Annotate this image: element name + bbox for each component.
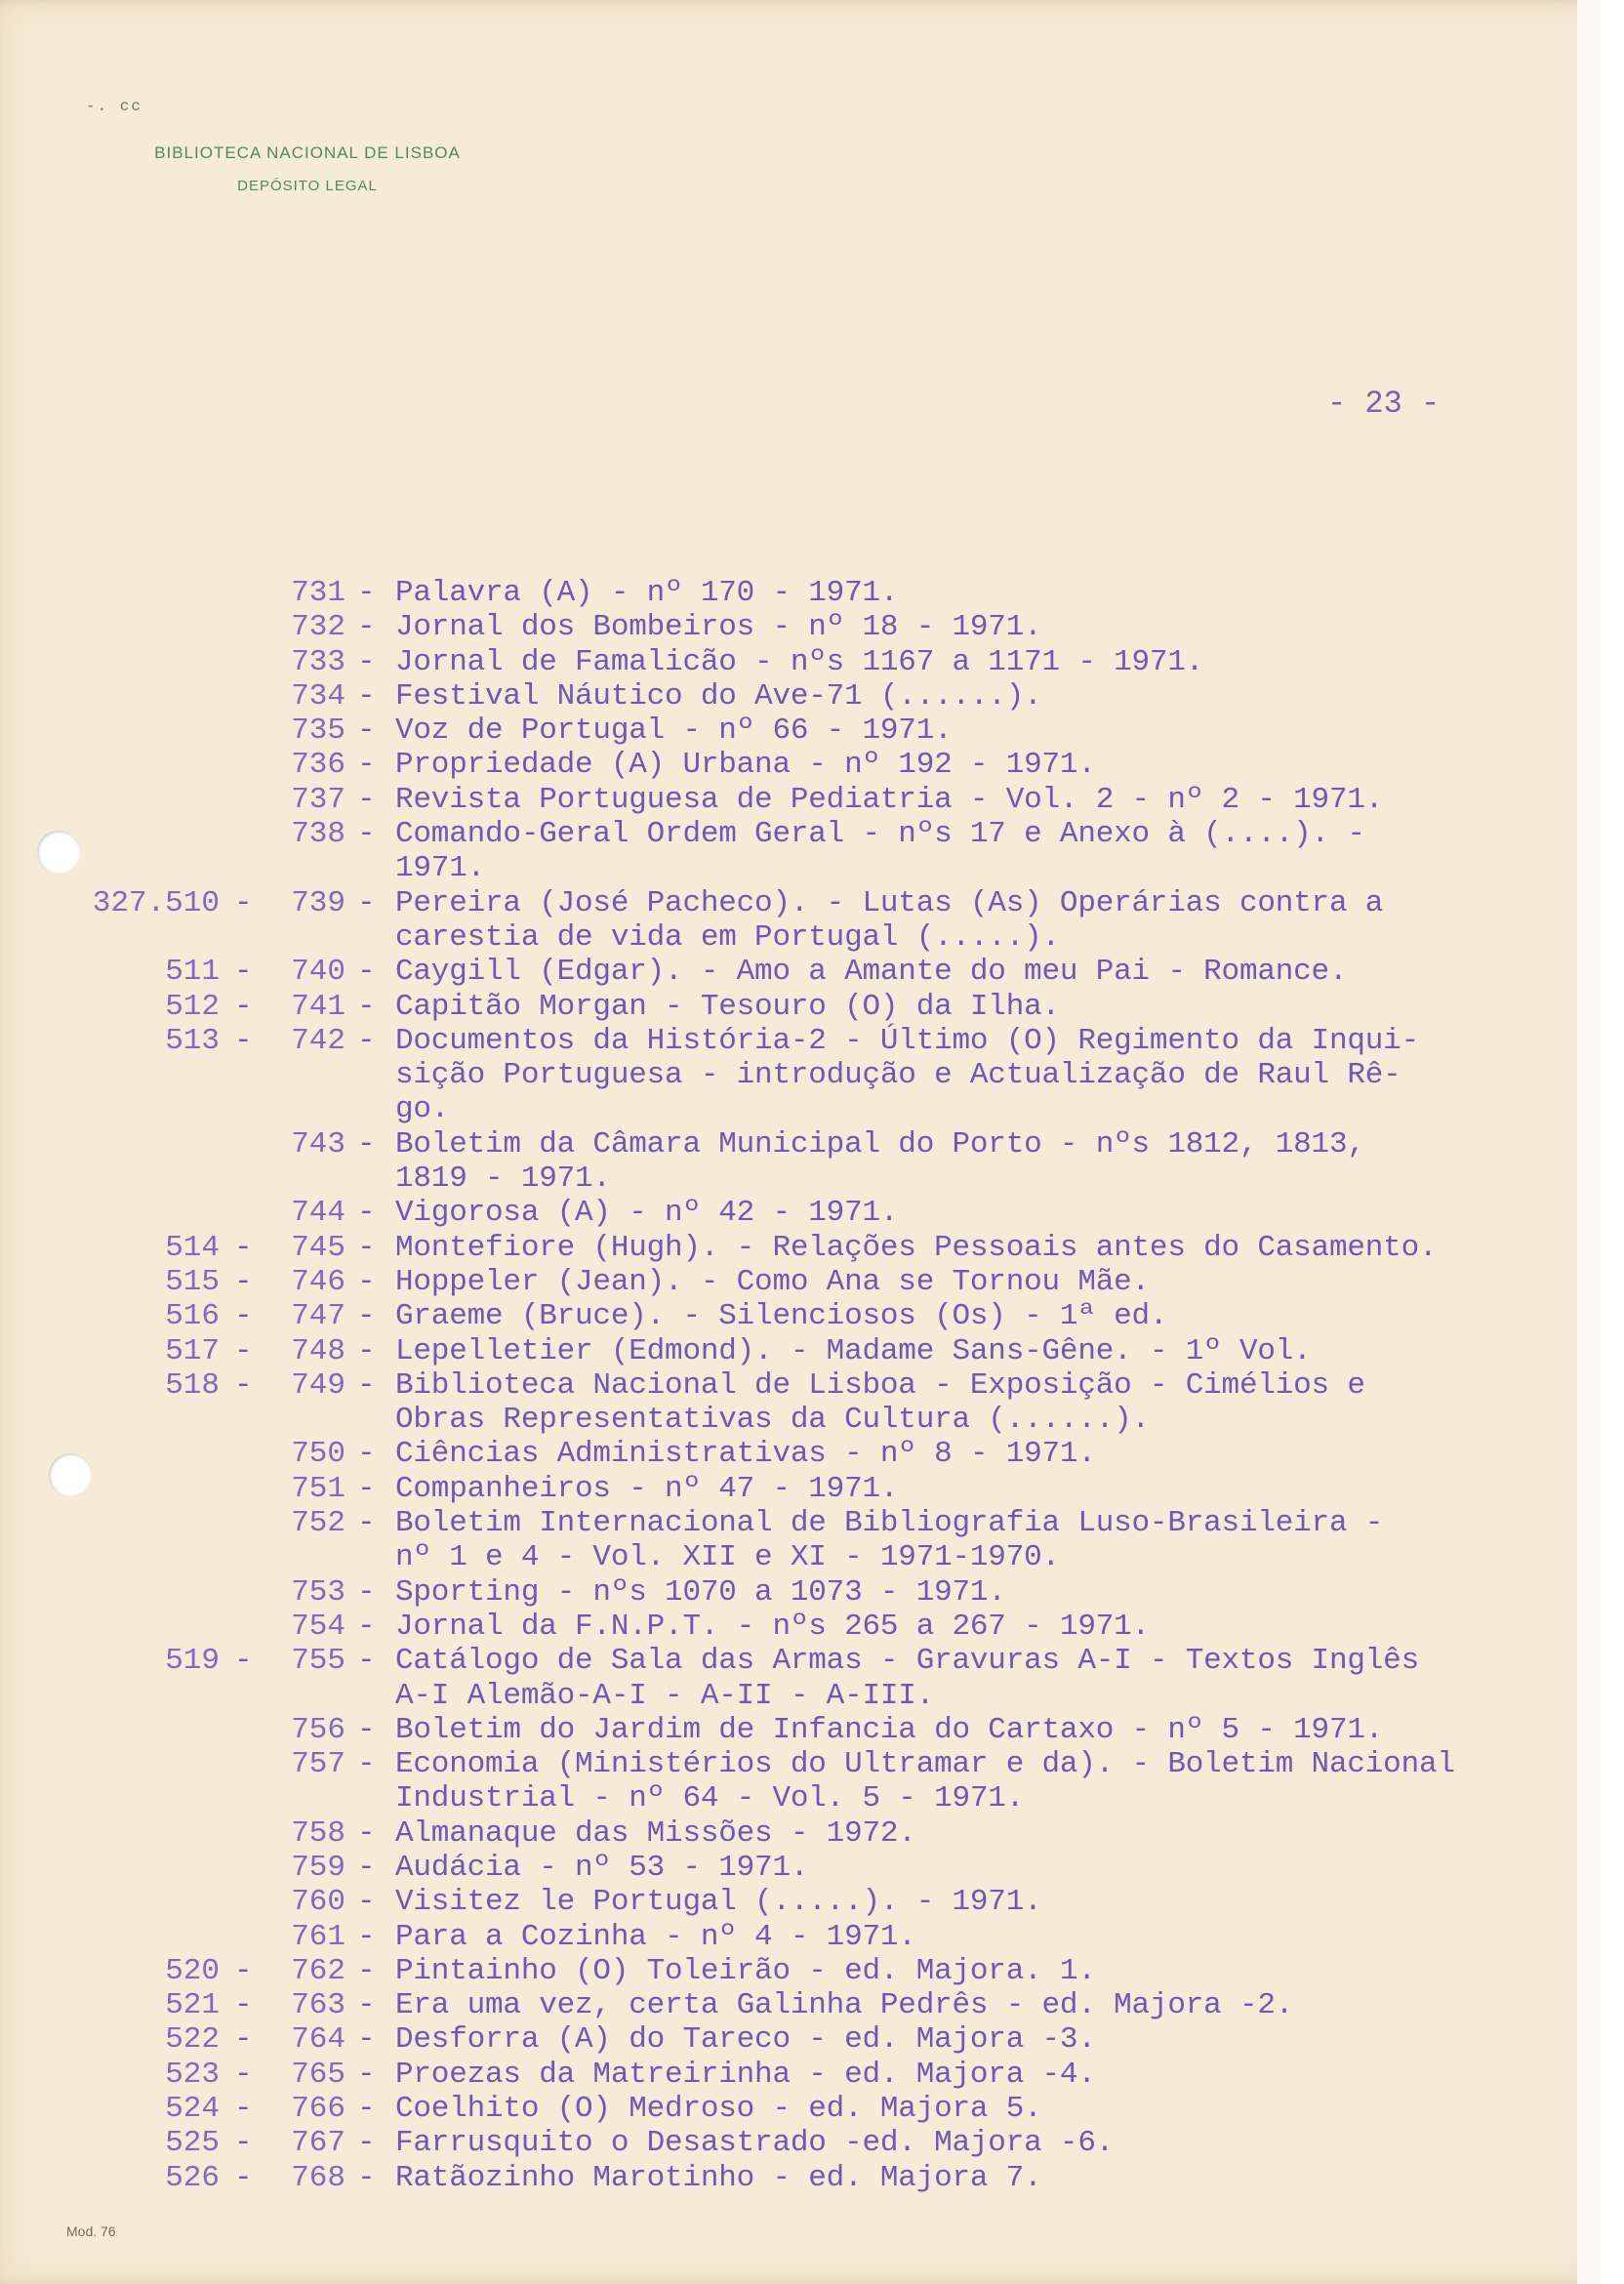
classification-code: 327.510 [92, 885, 220, 920]
letterhead [127, 137, 488, 203]
number-separator: - [357, 1299, 376, 1334]
number-separator: - [357, 1264, 376, 1299]
entry-line [0, 1437, 1601, 1471]
entry-line [0, 610, 1601, 644]
code-separator: - [234, 1023, 253, 1058]
entry-line [0, 748, 1601, 782]
entry-text: Boletim Internacional de Bibliografia Luso-Brasileira - [395, 1506, 1384, 1541]
entry-text: Voz de Portugal - nº 66 - 1971. [395, 714, 953, 749]
entry-line [0, 920, 1601, 955]
classification-code: 513 [165, 1023, 220, 1058]
entry-line [0, 955, 1601, 989]
code-separator: - [234, 2126, 253, 2161]
number-separator: - [357, 1815, 376, 1851]
number-separator: - [357, 748, 376, 783]
number-separator: - [357, 714, 376, 749]
entry-line [0, 1024, 1601, 1058]
entry-text: Almanaque das Missões - 1972. [395, 1815, 916, 1851]
header-marks: -. cc [86, 98, 143, 115]
institution-name: BIBLIOTECA NACIONAL DE LISBOA [154, 143, 461, 162]
number-separator: - [357, 1953, 376, 1988]
entry-number: 757 [291, 1747, 345, 1782]
entry-text: Visitez le Portugal (.....). - 1971. [395, 1885, 1042, 1920]
entry-number: 766 [291, 2092, 345, 2127]
number-separator: - [357, 2126, 376, 2161]
entry-text: Ratãozinho Marotinho - ed. Majora 7. [395, 2160, 1042, 2195]
entry-line [0, 783, 1601, 817]
classification-code: 524 [165, 2092, 220, 2127]
number-separator: - [357, 2160, 376, 2195]
entry-text: Audácia - nº 53 - 1971. [395, 1850, 809, 1885]
entry-number: 746 [291, 1264, 345, 1299]
entry-line [0, 886, 1601, 920]
entry-line [0, 2126, 1601, 2160]
code-separator: - [234, 2022, 253, 2058]
entry-text: 1819 - 1971. [395, 1162, 611, 1197]
classification-code: 515 [165, 1264, 220, 1299]
number-separator: - [357, 576, 376, 610]
entry-number: 755 [291, 1644, 345, 1679]
entry-line [0, 1610, 1601, 1644]
entry-number: 764 [291, 2022, 345, 2058]
entry-text: Festival Náutico do Ave-71 (......). [395, 678, 1042, 714]
entry-text: Jornal dos Bombeiros - nº 18 - 1971. [395, 610, 1042, 645]
classification-code: 516 [165, 1299, 220, 1334]
classification-code: 526 [165, 2160, 220, 2195]
department-name: DEPÓSITO LEGAL [237, 178, 378, 194]
entry-line [0, 990, 1601, 1024]
entry-number: 732 [291, 610, 345, 645]
entry-number: 761 [291, 1919, 345, 1954]
entry-text: Economia (Ministérios do Ultramar e da). - Boletim Nacional [395, 1747, 1455, 1782]
classification-code: 521 [165, 1988, 220, 2023]
entry-number: 743 [291, 1126, 345, 1162]
entry-line [0, 1092, 1601, 1126]
entry-number: 768 [291, 2160, 345, 2195]
entry-line [0, 645, 1601, 679]
number-separator: - [357, 782, 376, 817]
entry-line [0, 1127, 1601, 1162]
number-separator: - [357, 1126, 376, 1162]
entry-text: Propriedade (A) Urbana - nº 192 - 1971. [395, 748, 1096, 783]
entry-text: go. [395, 1092, 450, 1127]
entry-number: 747 [291, 1299, 345, 1334]
entry-line [0, 1334, 1601, 1368]
entry-text: Farrusquito o Desastrado -ed. Majora -6. [395, 2126, 1115, 2161]
entry-number: 748 [291, 1333, 345, 1368]
entry-text: Biblioteca Nacional de Lisboa - Exposição - Cimélios e [395, 1367, 1365, 1403]
entry-number: 760 [291, 1885, 345, 1920]
number-separator: - [357, 610, 376, 645]
code-separator: - [234, 2160, 253, 2195]
entry-line [0, 679, 1601, 714]
entry-text: Caygill (Edgar). - Amo a Amante do meu Pai - Romance. [395, 955, 1348, 990]
entry-number: 759 [291, 1850, 345, 1885]
entry-line [0, 1920, 1601, 1954]
entry-line [0, 1816, 1601, 1851]
entry-number: 744 [291, 1196, 345, 1231]
entry-text: Boletim do Jardim de Infancia do Cartaxo - nº 5 - 1971. [395, 1712, 1384, 1747]
entry-number: 754 [291, 1609, 345, 1644]
entry-text: 1971. [395, 851, 486, 886]
number-separator: - [357, 1023, 376, 1058]
entry-text: Industrial - nº 64 - Vol. 5 - 1971. [395, 1781, 1025, 1816]
code-separator: - [234, 989, 253, 1024]
number-separator: - [357, 678, 376, 714]
form-model: Mod. 76 [66, 2223, 116, 2239]
entry-line [0, 1368, 1601, 1403]
code-separator: - [234, 2057, 253, 2092]
entry-text: Desforra (A) do Tareco - ed. Majora -3. [395, 2022, 1096, 2058]
entry-text: Proezas da Matreirinha - ed. Majora -4. [395, 2057, 1096, 2092]
entry-number: 741 [291, 989, 345, 1024]
entry-number: 765 [291, 2057, 345, 2092]
entry-line [0, 1679, 1601, 1713]
number-separator: - [357, 2057, 376, 2092]
number-separator: - [357, 2092, 376, 2127]
number-separator: - [357, 2022, 376, 2058]
entry-text: Jornal da F.N.P.T. - nºs 265 a 267 - 1971. [395, 1609, 1150, 1644]
code-separator: - [234, 1264, 253, 1299]
code-separator: - [234, 1644, 253, 1679]
code-separator: - [234, 955, 253, 990]
entry-number: 762 [291, 1953, 345, 1988]
entry-number: 733 [291, 644, 345, 679]
entry-number: 751 [291, 1471, 345, 1506]
number-separator: - [357, 817, 376, 852]
number-separator: - [357, 1471, 376, 1506]
entry-number: 740 [291, 955, 345, 990]
entry-line [0, 1885, 1601, 1919]
entry-text: Coelhito (O) Medroso - ed. Majora 5. [395, 2092, 1042, 2127]
entry-line [0, 1265, 1601, 1299]
code-separator: - [234, 1333, 253, 1368]
entry-line [0, 1403, 1601, 1437]
code-separator: - [234, 1299, 253, 1334]
entry-list [0, 576, 1601, 2195]
number-separator: - [357, 989, 376, 1024]
entry-line [0, 1299, 1601, 1333]
entry-line [0, 2092, 1601, 2126]
classification-code: 525 [165, 2126, 220, 2161]
classification-code: 512 [165, 989, 220, 1024]
entry-line [0, 1472, 1601, 1506]
classification-code: 511 [165, 955, 220, 990]
page-number: - 23 - [1327, 386, 1441, 422]
entry-text: Vigorosa (A) - nº 42 - 1971. [395, 1196, 899, 1231]
number-separator: - [357, 1885, 376, 1920]
entry-number: 731 [291, 576, 345, 610]
entry-text: Lepelletier (Edmond). - Madame Sans-Gêne. - 1º Vol. [395, 1333, 1312, 1368]
entry-number: 756 [291, 1712, 345, 1747]
entry-line [0, 2161, 1601, 2195]
entry-text: Montefiore (Hugh). - Relações Pessoais antes do Casamento. [395, 1230, 1438, 1265]
entry-text: Jornal de Famalicão - nºs 1167 a 1171 - 1971. [395, 644, 1204, 679]
entry-line [0, 576, 1601, 610]
entry-line [0, 1162, 1601, 1196]
entry-number: 753 [291, 1574, 345, 1610]
number-separator: - [357, 1850, 376, 1885]
entry-text: Catálogo de Sala das Armas - Gravuras A-I - Textos Inglês [395, 1644, 1419, 1679]
entry-line [0, 1781, 1601, 1815]
number-separator: - [357, 1988, 376, 2023]
entry-text: Sporting - nºs 1070 a 1073 - 1971. [395, 1574, 1006, 1610]
entry-text: sição Portuguesa - introdução e Actualização de Raul Rê- [395, 1058, 1401, 1093]
entry-text: Boletim da Câmara Municipal do Porto - nºs 1812, 1813, [395, 1126, 1365, 1162]
entry-line [0, 1575, 1601, 1610]
classification-code: 520 [165, 1953, 220, 1988]
classification-code: 514 [165, 1230, 220, 1265]
entry-text: Obras Representativas da Cultura (......). [395, 1403, 1150, 1438]
entry-line [0, 1506, 1601, 1540]
entry-number: 767 [291, 2126, 345, 2161]
entry-line [0, 851, 1601, 885]
code-separator: - [234, 2092, 253, 2127]
entry-line [0, 817, 1601, 851]
entry-text: nº 1 e 4 - Vol. XII e XI - 1971-1970. [395, 1540, 1060, 1575]
entry-text: Pereira (José Pacheco). - Lutas (As) Operárias contra a [395, 885, 1384, 920]
entry-number: 745 [291, 1230, 345, 1265]
number-separator: - [357, 885, 376, 920]
number-separator: - [357, 1712, 376, 1747]
classification-code: 519 [165, 1644, 220, 1679]
entry-text: Palavra (A) - nº 170 - 1971. [395, 576, 899, 610]
entry-number: 735 [291, 714, 345, 749]
number-separator: - [357, 1333, 376, 1368]
entry-number: 749 [291, 1367, 345, 1403]
entry-text: Hoppeler (Jean). - Como Ana se Tornou Mãe. [395, 1264, 1150, 1299]
number-separator: - [357, 1367, 376, 1403]
classification-code: 518 [165, 1367, 220, 1403]
number-separator: - [357, 955, 376, 990]
code-separator: - [234, 1367, 253, 1403]
classification-code: 522 [165, 2022, 220, 2058]
number-separator: - [357, 1196, 376, 1231]
number-separator: - [357, 1747, 376, 1782]
entry-line [0, 1644, 1601, 1678]
classification-code: 523 [165, 2057, 220, 2092]
entry-line [0, 1540, 1601, 1574]
number-separator: - [357, 1230, 376, 1265]
number-separator: - [357, 1506, 376, 1541]
entry-line [0, 714, 1601, 748]
entry-text: Pintainho (O) Toleirão - ed. Majora. 1. [395, 1953, 1096, 1988]
entry-line [0, 2022, 1601, 2057]
entry-number: 758 [291, 1815, 345, 1851]
entry-number: 763 [291, 1988, 345, 2023]
entry-text: Era uma vez, certa Galinha Pedrês - ed. Majora -2. [395, 1988, 1294, 2023]
entry-text: Para a Cozinha - nº 4 - 1971. [395, 1919, 916, 1954]
entry-line [0, 1747, 1601, 1781]
entry-number: 737 [291, 782, 345, 817]
code-separator: - [234, 885, 253, 920]
entry-line [0, 1058, 1601, 1092]
number-separator: - [357, 1609, 376, 1644]
entry-number: 734 [291, 678, 345, 714]
classification-code: 517 [165, 1333, 220, 1368]
entry-line [0, 1231, 1601, 1265]
entry-text: Comando-Geral Ordem Geral - nºs 17 e Anexo à (....). - [395, 817, 1365, 852]
entry-text: Companheiros - nº 47 - 1971. [395, 1471, 899, 1506]
entry-text: A-I Alemão-A-I - A-II - A-III. [395, 1678, 935, 1713]
entry-line [0, 1851, 1601, 1885]
entry-text: Documentos da História-2 - Último (O) Regimento da Inqui- [395, 1023, 1419, 1058]
entry-number: 752 [291, 1506, 345, 1541]
entry-number: 750 [291, 1437, 345, 1472]
entry-text: Ciências Administrativas - nº 8 - 1971. [395, 1437, 1096, 1472]
number-separator: - [357, 1919, 376, 1954]
number-separator: - [357, 1644, 376, 1679]
entry-number: 736 [291, 748, 345, 783]
entry-text: Graeme (Bruce). - Silenciosos (Os) - 1ª ed. [395, 1299, 1168, 1334]
number-separator: - [357, 644, 376, 679]
number-separator: - [357, 1437, 376, 1472]
entry-text: Capitão Morgan - Tesouro (O) da Ilha. [395, 989, 1060, 1024]
code-separator: - [234, 1988, 253, 2023]
entry-number: 738 [291, 817, 345, 852]
entry-line [0, 2058, 1601, 2092]
code-separator: - [234, 1953, 253, 1988]
entry-line [0, 1196, 1601, 1230]
entry-text: Revista Portuguesa de Pediatria - Vol. 2 - nº 2 - 1971. [395, 782, 1384, 817]
entry-number: 739 [291, 885, 345, 920]
entry-line [0, 1954, 1601, 1988]
entry-text: carestia de vida em Portugal (.....). [395, 919, 1060, 955]
entry-line [0, 1713, 1601, 1747]
entry-line [0, 1988, 1601, 2022]
entry-number: 742 [291, 1023, 345, 1058]
code-separator: - [234, 1230, 253, 1265]
number-separator: - [357, 1574, 376, 1610]
